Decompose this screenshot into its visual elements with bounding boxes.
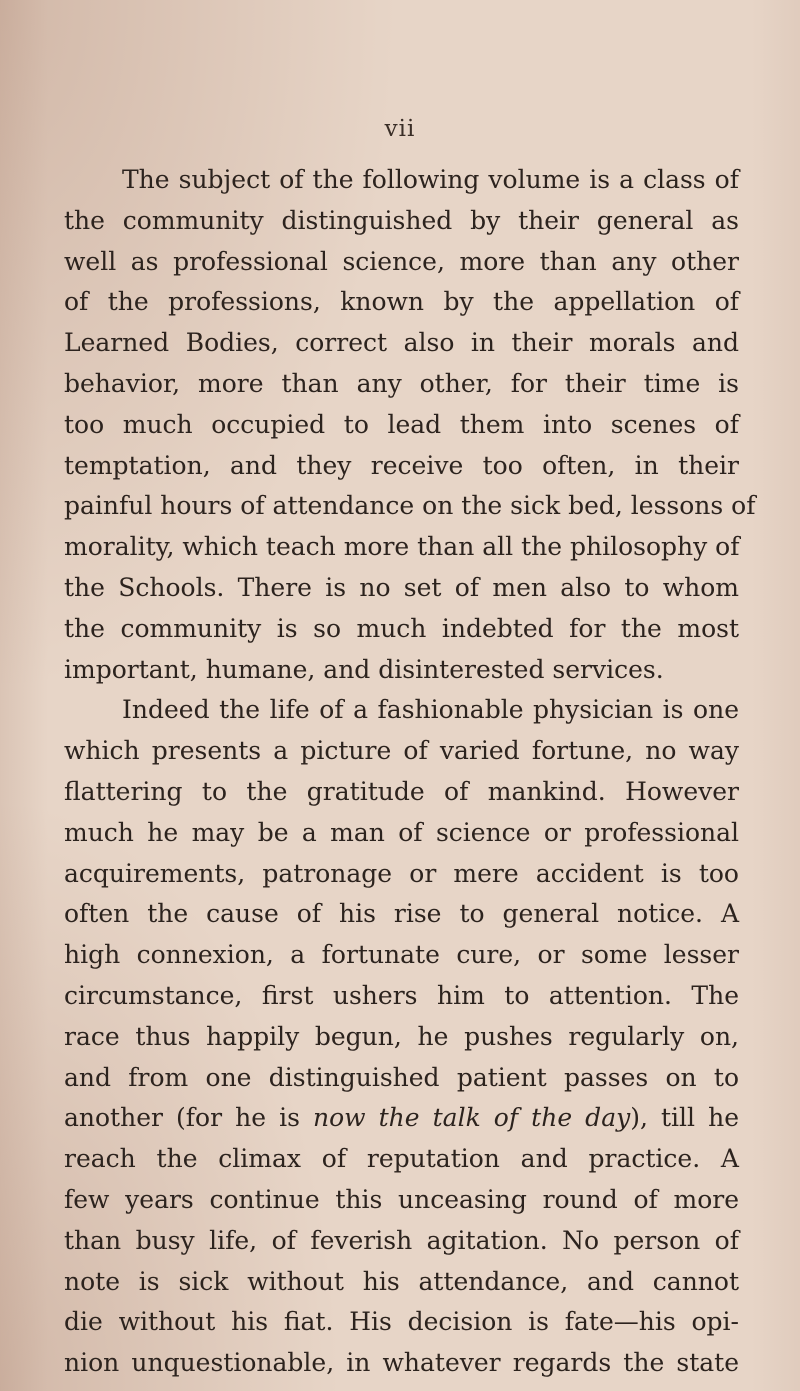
text-line: the community distinguished by their general as (64, 205, 739, 235)
text-line: race thus happily begun, he pushes regularly on, (64, 1021, 739, 1051)
text-line: die without his fiat. His decision is fate—his opi- (64, 1307, 739, 1337)
italic-fragment: now the talk of the day (312, 1103, 631, 1133)
text-line: reach the climax of reputation and practice. A (64, 1144, 739, 1174)
text-line: Indeed the life of a fashionable physician is one (122, 695, 739, 725)
text-line: well as professional science, more than any other (64, 246, 739, 276)
text-line: which presents a picture of varied fortune, no way (64, 736, 739, 766)
text-line: circumstance, first ushers him to attention. The (64, 980, 739, 1010)
text-line: too much occupied to lead them into scenes of (64, 409, 739, 439)
text-line: morality, which teach more than all the philosophy of (64, 532, 740, 562)
text-line: behavior, more than any other, for their time is (64, 368, 739, 398)
text-line: flattering to the gratitude of mankind. However (64, 776, 739, 806)
body-text (64, 160, 756, 1384)
text-line: nion unquestionable, in whatever regards the state (64, 1348, 739, 1378)
text-line: important, humane, and disinterested services. (64, 654, 664, 684)
text-line: few years continue this unceasing round of more (64, 1184, 739, 1214)
text-line: often the cause of his rise to general notice. A (64, 899, 739, 929)
text-line: of the professions, known by the appellation of (64, 287, 739, 317)
text-line: much he may be a man of science or professional (64, 817, 739, 847)
text-line: note is sick without his attendance, and cannot (64, 1266, 739, 1296)
text-line: than busy life, of feverish agitation. No person of (64, 1225, 739, 1255)
text-line-mixed (64, 1098, 739, 1139)
text-line: acquirements, patronage or mere accident is too (64, 858, 739, 888)
text-line: temptation, and they receive too often, in their (64, 450, 739, 480)
text-fragment: another (for he is (64, 1103, 313, 1133)
text-line: high connexion, a fortunate cure, or some lesser (64, 940, 739, 970)
page-number: vii (384, 116, 416, 142)
text-line: the community is so much indebted for the most (64, 613, 739, 643)
text-line: Learned Bodies, correct also in their morals and (64, 328, 739, 358)
text-fragment: ), till he (630, 1103, 739, 1133)
text-line: the Schools. There is no set of men also to whom (64, 572, 739, 602)
text-line: and from one distinguished patient passes on to (64, 1062, 739, 1092)
text-line: painful hours of attendance on the sick bed, lessons of (64, 491, 756, 521)
text-line: The subject of the following volume is a class of (122, 165, 739, 194)
